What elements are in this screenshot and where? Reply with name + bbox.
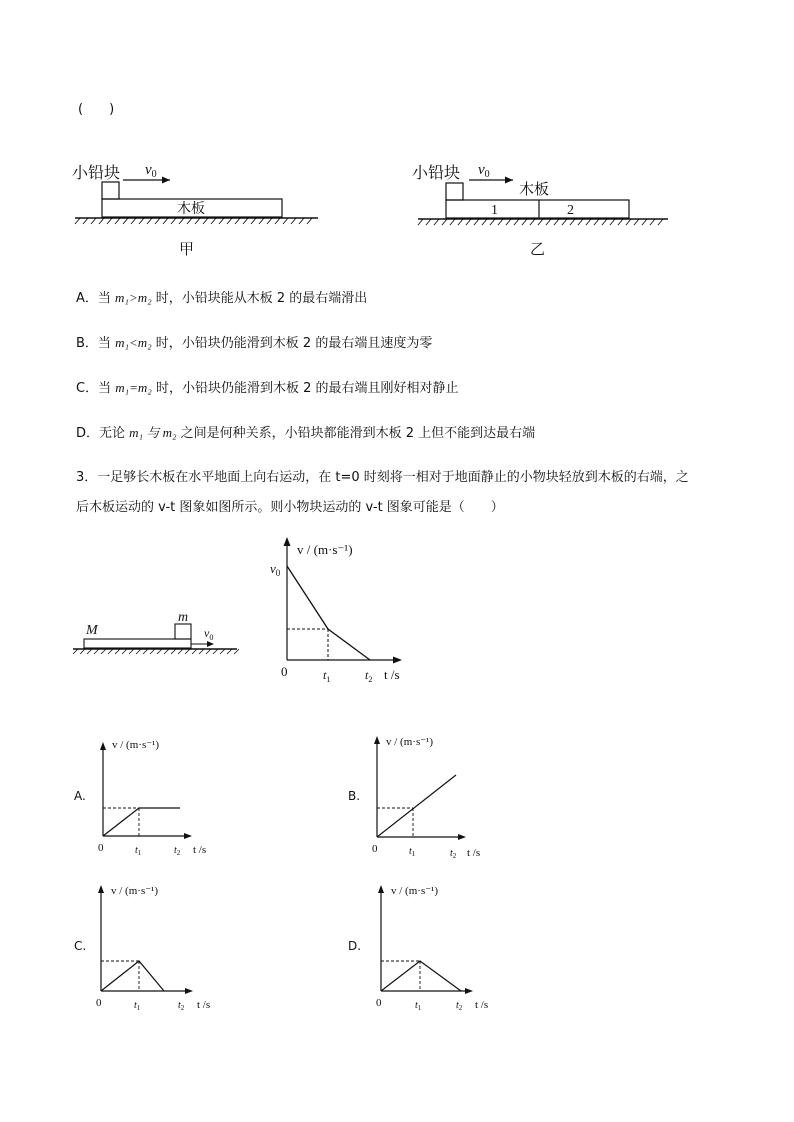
choice-b-graph (348, 736, 480, 860)
svg-text:0: 0 (98, 842, 104, 854)
svg-text:t /s: t /s (197, 999, 211, 1011)
svg-text:0: 0 (376, 997, 382, 1009)
svg-text:t2: $t_2$ (365, 668, 373, 684)
caption-jia: 甲 (179, 240, 195, 258)
board-part-2: 2 (567, 203, 574, 218)
q3-line2: 后木板运动的 v-t 图象如图所示。则小物块运动的 v-t 图象可能是（ ） (76, 500, 504, 515)
svg-text:t /s: t /s (475, 999, 489, 1011)
svg-text:t1: $t_1$ (415, 1000, 422, 1012)
svg-text:t1: $t_1$ (135, 845, 142, 857)
choice-a-letter: A. (74, 789, 86, 803)
choice-d-letter: D. (348, 939, 362, 953)
block-label-yi: 小铅块 (412, 163, 461, 182)
svg-text:t2: $t_2$ (178, 1000, 185, 1012)
svg-text:v / (m·s⁻¹): v / (m·s⁻¹) (386, 736, 433, 748)
question-bracket: ( ) (78, 102, 115, 117)
svg-text:0: 0 (372, 843, 378, 855)
option-a: A．当 m₁>m₂ 时，小铅块能从木板 2 的最右端滑出 (76, 290, 368, 306)
v0-label-yi: $v_0$ (478, 162, 490, 180)
svg-text:0: 0 (96, 997, 102, 1009)
svg-text:t2: $t_2$ (450, 848, 457, 860)
q3-line1: 3．一足够长木板在水平地面上向右运动，在 t=0 时刻将一相对于地面静止的小物块轻放到木板的右端，之 (76, 470, 689, 485)
svg-text:v / (m·s⁻¹): v / (m·s⁻¹) (391, 885, 438, 897)
graph-v-axis-label: v / (m·s⁻¹) (297, 542, 353, 557)
choice-b-letter: B. (348, 789, 361, 803)
svg-text:t /s: t /s (467, 847, 481, 859)
board-label-jia: 木板 (177, 201, 205, 217)
graph-v0-label: $v_0$ (270, 561, 281, 578)
svg-text:v / (m·s⁻¹): v / (m·s⁻¹) (112, 739, 159, 751)
svg-text:t1: $t_1$ (323, 668, 331, 684)
option-c: C．当 m₁=m₂ 时，小铅块仍能滑到木板 2 的最右端且刚好相对静止 (76, 380, 459, 396)
svg-text:t1: $t_1$ (409, 846, 416, 858)
choice-c-letter: C. (74, 939, 87, 953)
option-d: D．无论 m₁ 与 m₂ 之间是何种关系，小铅块都能滑到木板 2 上但不能到达最右端 (76, 425, 536, 441)
label-m: m (178, 610, 189, 625)
label-v0: $v_0$ (204, 626, 214, 642)
graph-origin: 0 (281, 664, 288, 679)
v0-label-jia: $v_0$ (145, 162, 157, 180)
block-label-jia: 小铅块 (72, 163, 121, 182)
board-label-yi: 木板 (519, 180, 550, 198)
choice-d-graph (348, 885, 488, 1012)
choice-a-graph (74, 739, 206, 857)
label-M: M (86, 623, 98, 638)
svg-text:t2: $t_2$ (174, 845, 181, 857)
caption-yi: 乙 (530, 240, 546, 258)
graph-t-axis-label: t /s (384, 667, 400, 682)
svg-text:v / (m·s⁻¹): v / (m·s⁻¹) (111, 885, 158, 897)
choice-c-graph (74, 885, 210, 1012)
svg-text:t /s: t /s (193, 844, 207, 856)
svg-text:t1: $t_1$ (134, 1000, 141, 1012)
svg-text:t2: $t_2$ (456, 1000, 463, 1012)
board-part-1: 1 (491, 203, 498, 218)
option-b: B．当 m₁<m₂ 时，小铅块仍能滑到木板 2 的最右端且速度为零 (76, 335, 433, 351)
